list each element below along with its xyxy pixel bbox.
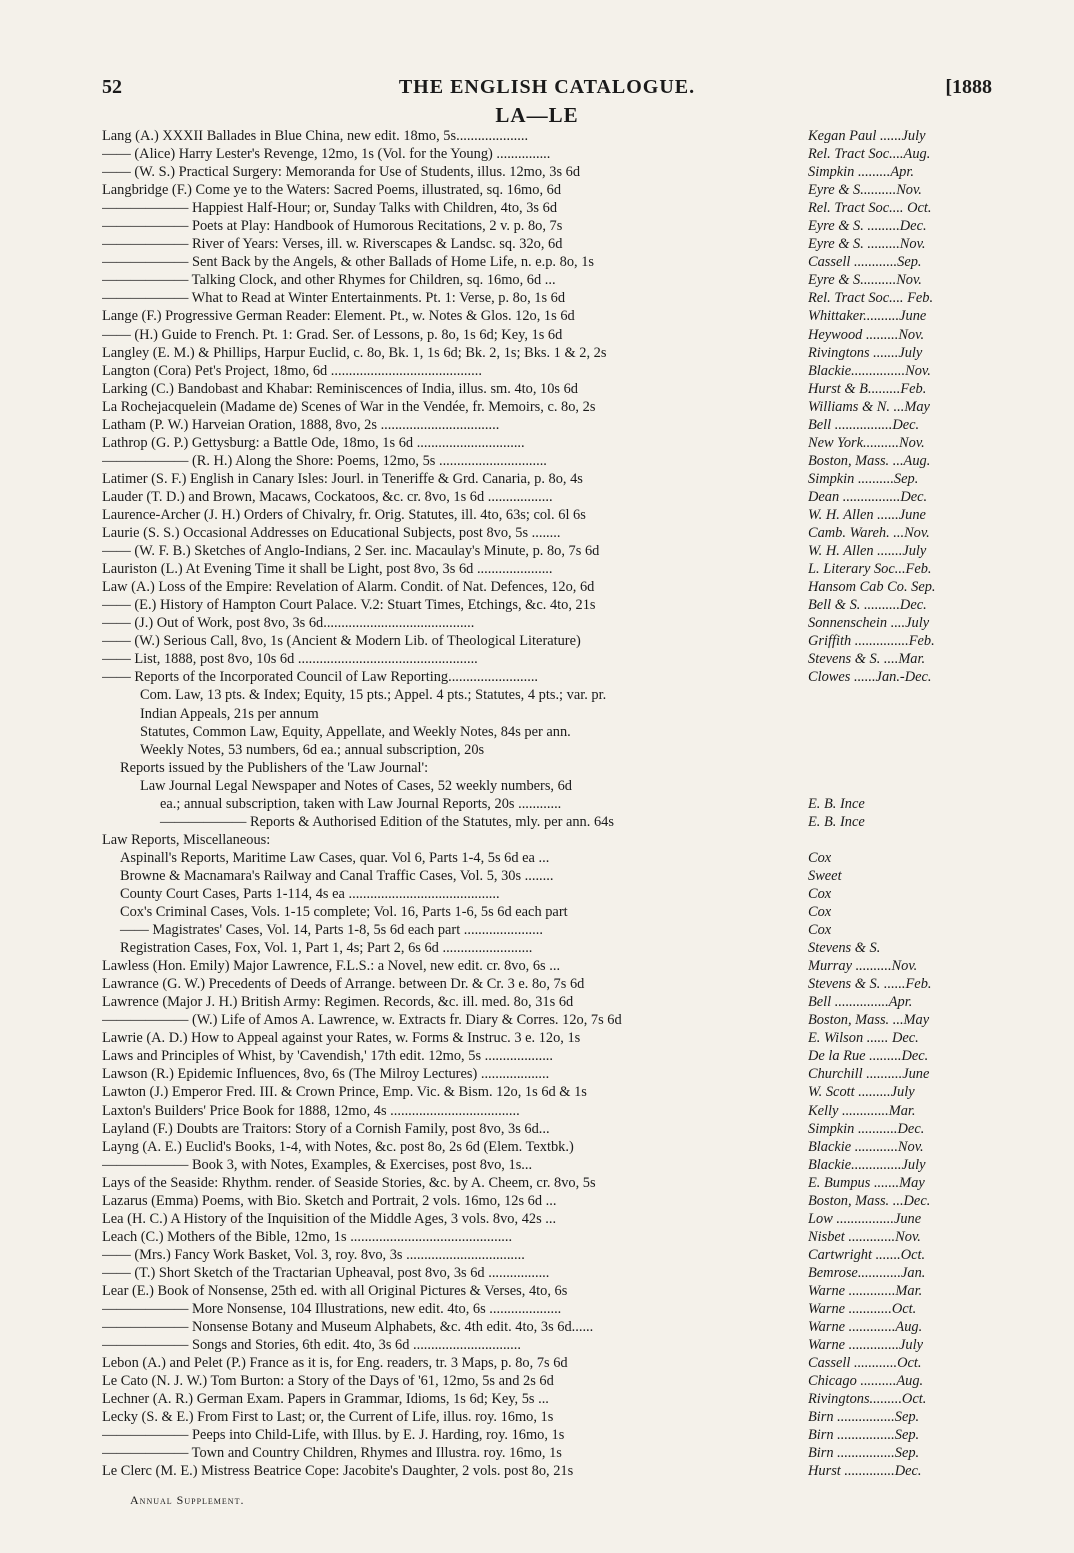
section-heading: LA—LE	[495, 103, 579, 127]
entry-title: La Rochejacquelein (Madame de) Scenes of War in the Vendée, fr. Memoirs, c. 8o, 2s	[102, 398, 596, 415]
entry-publisher: Eyre & S. .........Dec.	[808, 218, 927, 235]
entry-title: Lawrance (G. W.) Precedents of Deeds of Arrange. between Dr. & Cr. 3 e. 8o, 7s 6d	[102, 976, 585, 993]
catalogue-entry	[102, 885, 992, 903]
catalogue-entry	[102, 1264, 992, 1282]
entry-title: Latimer (S. F.) English in Canary Isles: Jourl. in Teneriffe & Grd. Canaria, p. 8o, 4s	[102, 470, 583, 487]
entry-publisher: Bell ...............Apr.	[808, 994, 913, 1011]
entry-title: —————— Songs and Stories, 6th edit. 4to, 3s 6d ..............................	[102, 1337, 521, 1354]
entry-title: Laurie (S. S.) Occasional Addresses on Educational Subjects, post 8vo, 5s ........	[102, 525, 561, 542]
catalogue-entry	[102, 578, 992, 596]
entry-publisher: Birn ................Sep.	[808, 1445, 920, 1462]
catalogue-title: THE ENGLISH CATALOGUE.	[398, 76, 696, 98]
entry-title: Lays of the Seaside: Rhythm. render. of Seaside Stories, &c. by A. Cheem, cr. 8vo, 5s	[102, 1174, 596, 1191]
entry-publisher: Eyre & S. .........Nov.	[808, 236, 926, 253]
entry-title: Latham (P. W.) Harveian Oration, 1888, 8vo, 2s .................................	[102, 416, 500, 433]
catalogue-entry	[102, 686, 992, 704]
entry-title: —— (W. S.) Practical Surgery: Memoranda for Use of Students, illus. 12mo, 3s 6d	[102, 164, 581, 181]
catalogue-entry	[102, 777, 992, 795]
entry-publisher: Williams & N. ...May	[808, 398, 930, 415]
entry-publisher: Eyre & S..........Nov.	[808, 182, 922, 199]
catalogue-entry	[102, 434, 992, 452]
entry-publisher: Bemrose............Jan.	[808, 1264, 926, 1281]
entry-title: —————— Nonsense Botany and Museum Alphabets, &c. 4th edit. 4to, 3s 6d......	[102, 1319, 594, 1336]
entry-title: Lecky (S. & E.) From First to Last; or, the Current of Life, illus. roy. 16mo, 1s	[102, 1409, 554, 1426]
entry-title: Langley (E. M.) & Phillips, Harpur Euclid, c. 8o, Bk. 1, 1s 6d; Bk. 2, 1s; Bks. 1 & 2, 2s	[102, 344, 607, 361]
entry-publisher: Bell ................Dec.	[808, 416, 920, 433]
entry-publisher: Rel. Tract Soc....Aug.	[808, 146, 931, 163]
entry-publisher: Camb. Wareh. ...Nov.	[808, 525, 930, 542]
catalogue-entry	[102, 1156, 992, 1174]
entry-title: Laxton's Builders' Price Book for 1888, 12mo, 4s ....................................	[102, 1102, 520, 1119]
entry-publisher: Simpkin ...........Dec.	[808, 1120, 925, 1137]
entry-publisher: Warne ............Oct.	[808, 1301, 917, 1318]
entry-publisher	[808, 831, 992, 849]
entry-title: —— Magistrates' Cases, Vol. 14, Parts 1-8, 5s 6d each part ......................	[120, 922, 543, 939]
entry-publisher	[808, 723, 992, 741]
catalogue-entry	[102, 1029, 992, 1047]
entry-publisher: Rel. Tract Soc.... Feb.	[808, 290, 934, 307]
entry-publisher: Sonnenschein ....July	[808, 615, 930, 632]
catalogue-entry	[102, 650, 992, 668]
catalogue-entry	[102, 289, 992, 307]
entry-title: —— (T.) Short Sketch of the Tractarian Upheaval, post 8vo, 3s 6d .................	[102, 1264, 550, 1281]
catalogue-entry	[102, 380, 992, 398]
catalogue-entry	[102, 1228, 992, 1246]
catalogue-entry	[102, 181, 992, 199]
entry-title: Layng (A. E.) Euclid's Books, 1-4, with Notes, &c. post 8o, 2s 6d (Elem. Textbk.)	[102, 1138, 574, 1155]
catalogue-year: [1888	[945, 76, 992, 98]
catalogue-entry	[102, 1318, 992, 1336]
entry-publisher: Simpkin ..........Sep.	[808, 470, 919, 487]
entry-publisher: Warne ..............July	[808, 1337, 923, 1354]
entry-title: —————— Peeps into Child-Life, with Illus. by E. J. Harding, roy. 16mo, 1s	[102, 1427, 565, 1444]
catalogue-entry	[102, 470, 992, 488]
entry-publisher: Rel. Tract Soc.... Oct.	[808, 200, 932, 217]
catalogue-entry	[102, 344, 992, 362]
catalogue-entry	[102, 1138, 992, 1156]
entry-title: —— (H.) Guide to French. Pt. 1: Grad. Ser. of Lessons, p. 8o, 1s 6d; Key, 1s 6d	[102, 326, 563, 343]
entry-publisher: Low ................June	[808, 1210, 922, 1227]
entry-publisher: Churchill ..........June	[808, 1066, 930, 1083]
entry-title: —————— (R. H.) Along the Shore: Poems, 12mo, 5s ..............................	[102, 452, 547, 469]
entry-publisher: Bell & S. ..........Dec.	[808, 597, 927, 614]
entry-publisher: Hurst ..............Dec.	[808, 1463, 922, 1480]
entry-title: Le Cato (N. J. W.) Tom Burton: a Story of the Days of '61, 12mo, 5s and 2s 6d	[102, 1373, 554, 1390]
entry-publisher: Murray ..........Nov.	[808, 958, 918, 975]
catalogue-entry	[102, 1083, 992, 1101]
entry-title: Lawrence (Major J. H.) British Army: Regimen. Records, &c. ill. med. 8o, 31s 6d	[102, 994, 574, 1011]
entry-publisher: Hansom Cab Co. Sep.	[808, 579, 936, 596]
entry-title: —— (W. F. B.) Sketches of Anglo-Indians, 2 Ser. inc. Macaulay's Minute, p. 8o, 7s 6d	[102, 543, 600, 560]
entry-publisher: Simpkin .........Apr.	[808, 164, 914, 181]
catalogue-entry	[102, 217, 992, 235]
catalogue-entry	[102, 235, 992, 253]
entry-publisher: Whittaker..........June	[808, 308, 927, 325]
catalogue-entry	[102, 1174, 992, 1192]
catalogue-entry	[102, 1444, 992, 1462]
entry-title: —— Reports of the Incorporated Council of Law Reporting.........................	[102, 669, 539, 686]
catalogue-entry	[102, 705, 992, 723]
entry-title: —————— Poets at Play: Handbook of Humorous Recitations, 2 v. p. 8o, 7s	[102, 218, 563, 235]
entry-title: Laws and Principles of Whist, by 'Cavendish,' 17th edit. 12mo, 5s ...................	[102, 1048, 553, 1065]
entry-title: —————— Reports & Authorised Edition of the Statutes, mly. per ann. 64s	[160, 813, 614, 830]
entry-publisher: L. Literary Soc...Feb.	[808, 561, 932, 578]
entry-publisher: Cassell ............Sep.	[808, 254, 922, 271]
catalogue-entry	[102, 1065, 992, 1083]
entry-publisher: Cox	[808, 849, 832, 866]
entry-publisher: Boston, Mass. ...Dec.	[808, 1192, 931, 1209]
catalogue-entry	[102, 163, 992, 181]
entry-title: Lathrop (G. P.) Gettysburg: a Battle Ode, 18mo, 1s 6d ..............................	[102, 434, 525, 451]
entry-title: —— (E.) History of Hampton Court Palace. V.2: Stuart Times, Etchings, &c. 4to, 21s	[102, 597, 596, 614]
entry-title: Layland (F.) Doubts are Traitors: Story of a Cornish Family, post 8vo, 3s 6d...	[102, 1120, 550, 1137]
entry-title: Laurence-Archer (J. H.) Orders of Chivalry, fr. Orig. Statutes, ill. 4to, 63s; col. 6l 6s	[102, 506, 586, 523]
entry-publisher: Heywood .........Nov.	[808, 326, 925, 343]
entry-title: —— List, 1888, post 8vo, 10s 6d ..................................................	[102, 651, 478, 668]
catalogue-entry	[102, 975, 992, 993]
entry-publisher: E. B. Ince	[808, 795, 865, 812]
entry-publisher: Dean ................Dec.	[808, 488, 928, 505]
entry-title: —————— River of Years: Verses, ill. w. Riverscapes & Landsc. sq. 32o, 6d	[102, 236, 563, 253]
catalogue-entry	[102, 813, 992, 831]
entry-title: —————— What to Read at Winter Entertainments. Pt. 1: Verse, p. 8o, 1s 6d	[102, 290, 566, 307]
catalogue-entry	[102, 614, 992, 632]
entry-title: Lauder (T. D.) and Brown, Macaws, Cockatoos, &c. cr. 8vo, 1s 6d ..................	[102, 488, 553, 505]
catalogue-entry	[102, 1120, 992, 1138]
entry-publisher: Blackie ............Nov.	[808, 1138, 924, 1155]
page-footer: Annual Supplement.	[130, 1493, 245, 1507]
entry-title: —————— (W.) Life of Amos A. Lawrence, w. Extracts fr. Diary & Corres. 12o, 7s 6d	[102, 1012, 622, 1029]
page-number: 52	[102, 76, 122, 98]
entry-publisher	[808, 705, 992, 723]
entry-title: Browne & Macnamara's Railway and Canal Traffic Cases, Vol. 5, 30s ........	[120, 867, 554, 884]
catalogue-entry	[102, 1102, 992, 1120]
entry-publisher: New York..........Nov.	[808, 434, 925, 451]
entry-publisher: Hurst & B.........Feb.	[808, 380, 927, 397]
catalogue-entry	[102, 127, 992, 145]
catalogue-entry	[102, 398, 992, 416]
entry-publisher: Birn ................Sep.	[808, 1427, 920, 1444]
entry-publisher: Eyre & S..........Nov.	[808, 272, 922, 289]
entry-publisher: Boston, Mass. ...May	[808, 1012, 930, 1029]
entry-title: —— (J.) Out of Work, post 8vo, 3s 6d..........................................	[102, 615, 475, 632]
entry-publisher: Cox	[808, 885, 832, 902]
catalogue-entry	[102, 596, 992, 614]
entry-title: Lang (A.) XXXII Ballades in Blue China, new edit. 18mo, 5s....................	[102, 128, 529, 144]
entry-title: ea.; annual subscription, taken with Law Journal Reports, 20s ............	[160, 795, 562, 812]
entry-title: Leach (C.) Mothers of the Bible, 12mo, 1s .............................................	[102, 1228, 513, 1245]
entry-publisher: Cox	[808, 904, 832, 921]
catalogue-entry	[102, 506, 992, 524]
entry-title: —— (Alice) Harry Lester's Revenge, 12mo, 1s (Vol. for the Young) ...............	[102, 146, 551, 163]
catalogue-entry	[102, 1462, 992, 1480]
catalogue-entry	[102, 1426, 992, 1444]
entry-publisher: W. H. Allen ......June	[808, 506, 926, 523]
catalogue-entry	[102, 488, 992, 506]
catalogue-entry	[102, 1011, 992, 1029]
catalogue-entry	[102, 957, 992, 975]
entry-title: —————— More Nonsense, 104 Illustrations, new edit. 4to, 6s ....................	[102, 1301, 562, 1318]
catalogue-entry	[102, 867, 992, 885]
catalogue-entry	[102, 723, 992, 741]
catalogue-entry	[102, 253, 992, 271]
entry-title: Lawton (J.) Emperor Fred. III. & Crown Prince, Emp. Vic. & Bism. 12o, 1s 6d & 1s	[102, 1084, 587, 1101]
entry-publisher: Clowes ......Jan.-Dec.	[808, 669, 932, 686]
entry-title: Lawson (R.) Epidemic Influences, 8vo, 6s (The Milroy Lectures) ...................	[102, 1066, 550, 1083]
entry-publisher: E. B. Ince	[808, 813, 865, 830]
catalogue-entry	[102, 668, 992, 686]
entry-title: Law Journal Legal Newspaper and Notes of Cases, 52 weekly numbers, 6d	[140, 777, 573, 794]
entry-title: Reports issued by the Publishers of the 'Law Journal':	[120, 759, 429, 776]
catalogue-entry	[102, 271, 992, 289]
entry-title: Indian Appeals, 21s per annum	[140, 705, 319, 722]
entry-publisher: Boston, Mass. ...Aug.	[808, 452, 931, 469]
catalogue-entry	[102, 831, 992, 849]
catalogue-entry	[102, 1354, 992, 1372]
entry-publisher: Blackie...............Nov.	[808, 362, 931, 379]
catalogue-entry	[102, 1408, 992, 1426]
entry-title: Com. Law, 13 pts. & Index; Equity, 15 pts.; Appel. 4 pts.; Statutes, 4 pts.; var. pr.	[140, 687, 607, 704]
entry-publisher: Stevens & S.	[808, 940, 881, 957]
entry-title: Registration Cases, Fox, Vol. 1, Part 1, 4s; Part 2, 6s 6d .........................	[120, 940, 533, 957]
catalogue-entry	[102, 1390, 992, 1408]
catalogue-entry	[102, 452, 992, 470]
catalogue-entry	[102, 1210, 992, 1228]
catalogue-entry	[102, 1282, 992, 1300]
entry-publisher: Chicago ..........Aug.	[808, 1373, 924, 1390]
entry-title: Lebon (A.) and Pelet (P.) France as it is, for Eng. readers, tr. 3 Maps, p. 8o, 7s 6d	[102, 1355, 568, 1372]
entry-title: Larking (C.) Bandobast and Khabar: Reminiscences of India, illus. sm. 4to, 10s 6d	[102, 380, 579, 397]
catalogue-entry	[102, 1192, 992, 1210]
catalogue-entry	[102, 1047, 992, 1065]
entry-title: Lawrie (A. D.) How to Appeal against your Rates, w. Forms & Instruc. 3 e. 12o, 1s	[102, 1030, 581, 1047]
entry-title: Lauriston (L.) At Evening Time it shall be Light, post 8vo, 3s 6d .....................	[102, 561, 553, 578]
catalogue-entry	[102, 416, 992, 434]
entry-title: —— (Mrs.) Fancy Work Basket, Vol. 3, roy. 8vo, 3s .................................	[102, 1246, 525, 1263]
catalogue-entry	[102, 921, 992, 939]
entry-publisher: Birn ................Sep.	[808, 1409, 920, 1426]
catalogue-entry	[102, 1336, 992, 1354]
entry-publisher: Stevens & S. ......Feb.	[808, 976, 932, 993]
entry-title: Lawless (Hon. Emily) Major Lawrence, F.L.S.: a Novel, new edit. cr. 8vo, 6s ...	[102, 958, 561, 975]
entry-publisher: Cox	[808, 922, 832, 939]
page-header	[102, 76, 992, 104]
entry-publisher: Rivingtons .......July	[808, 344, 923, 361]
entry-publisher: W. Scott .........July	[808, 1084, 915, 1101]
catalogue-entry	[102, 795, 992, 813]
entry-title: Le Clerc (M. E.) Mistress Beatrice Cope: Jacobite's Daughter, 2 vols. post 8o, 21s	[102, 1463, 574, 1480]
catalogue-entry	[102, 145, 992, 163]
entry-publisher: Griffith ...............Feb.	[808, 633, 935, 650]
entry-title: Langbridge (F.) Come ye to the Waters: Sacred Poems, illustrated, sq. 16mo, 6d	[102, 182, 562, 199]
catalogue-entry	[102, 199, 992, 217]
entry-title: Lange (F.) Progressive German Reader: Element. Pt., w. Notes & Glos. 12o, 1s 6d	[102, 308, 575, 325]
catalogue-entry	[102, 362, 992, 380]
entry-title: —————— Town and Country Children, Rhymes and Illustra. roy. 16mo, 1s	[102, 1445, 562, 1462]
entry-publisher: Cartwright .......Oct.	[808, 1246, 926, 1263]
catalogue-entry	[102, 939, 992, 957]
catalogue-entries	[102, 127, 992, 1481]
entry-title: —————— Sent Back by the Angels, & other Ballads of Home Life, n. e.p. 8o, 1s	[102, 254, 595, 271]
catalogue-entry	[102, 307, 992, 325]
catalogue-entry	[102, 326, 992, 344]
catalogue-entry	[102, 849, 992, 867]
entry-publisher: E. Wilson ...... Dec.	[808, 1030, 919, 1047]
entry-title: Lea (H. C.) A History of the Inquisition of the Middle Ages, 3 vols. 8vo, 42s ...	[102, 1210, 557, 1227]
entry-title: Weekly Notes, 53 numbers, 6d ea.; annual subscription, 20s	[140, 741, 485, 758]
entry-title: —————— Talking Clock, and other Rhymes for Children, sq. 16mo, 6d ...	[102, 272, 556, 289]
entry-title: Statutes, Common Law, Equity, Appellate, and Weekly Notes, 84s per ann.	[140, 723, 571, 740]
entry-publisher: Stevens & S. ....Mar.	[808, 651, 926, 668]
entry-title: Lear (E.) Book of Nonsense, 25th ed. with all Original Pictures & Verses, 4to, 6s	[102, 1283, 568, 1299]
entry-publisher: Warne .............Aug.	[808, 1319, 923, 1336]
entry-title: Aspinall's Reports, Maritime Law Cases, quar. Vol 6, Parts 1-4, 5s 6d ea ...	[120, 849, 550, 866]
entry-publisher: Rivingtons.........Oct.	[808, 1391, 927, 1408]
entry-publisher: Nisbet .............Nov.	[808, 1228, 921, 1245]
entry-title: Lechner (A. R.) German Exam. Papers in Grammar, Idioms, 1s 6d; Key, 5s ...	[102, 1391, 549, 1408]
catalogue-entry	[102, 524, 992, 542]
catalogue-entry	[102, 993, 992, 1011]
entry-publisher: Sweet	[808, 867, 842, 884]
entry-title: Langton (Cora) Pet's Project, 18mo, 6d ..........................................	[102, 362, 482, 379]
catalogue-entry	[102, 1246, 992, 1264]
entry-title: Lazarus (Emma) Poems, with Bio. Sketch and Portrait, 2 vols. 16mo, 12s 6d ...	[102, 1192, 557, 1209]
catalogue-entry	[102, 1300, 992, 1318]
entry-publisher: Kelly .............Mar.	[808, 1102, 916, 1119]
catalogue-entry	[102, 741, 992, 759]
entry-title: Cox's Criminal Cases, Vols. 1-15 complete; Vol. 16, Parts 1-6, 5s 6d each part	[120, 904, 568, 921]
entry-title: —— (W.) Serious Call, 8vo, 1s (Ancient & Modern Lib. of Theological Literature)	[102, 633, 581, 650]
entry-publisher	[808, 741, 992, 759]
entry-title: Law Reports, Miscellaneous:	[102, 831, 271, 848]
entry-publisher: E. Bumpus .......May	[808, 1174, 925, 1191]
entry-title: —————— Book 3, with Notes, Examples, & Exercises, post 8vo, 1s...	[102, 1156, 533, 1173]
catalogue-entry	[102, 759, 992, 777]
catalogue-entry	[102, 903, 992, 921]
entry-publisher: Kegan Paul ......July	[808, 128, 926, 144]
catalogue-entry	[102, 560, 992, 578]
entry-title: Law (A.) Loss of the Empire: Revelation of Alarm. Condit. of Nat. Defences, 12o, 6d	[102, 579, 595, 596]
entry-publisher	[808, 686, 992, 704]
entry-publisher: Cassell ............Oct.	[808, 1355, 922, 1372]
catalogue-entry	[102, 632, 992, 650]
entry-title: —————— Happiest Half-Hour; or, Sunday Talks with Children, 4to, 3s 6d	[102, 200, 558, 217]
catalogue-entry	[102, 542, 992, 560]
entry-publisher	[808, 759, 992, 777]
entry-publisher	[808, 777, 992, 795]
entry-title: County Court Cases, Parts 1-114, 4s ea ..........................................	[120, 885, 500, 902]
catalogue-entry	[102, 1372, 992, 1390]
entry-publisher: W. H. Allen .......July	[808, 543, 927, 560]
entry-publisher: De la Rue .........Dec.	[808, 1048, 929, 1065]
entry-publisher: Warne .............Mar.	[808, 1283, 923, 1299]
entry-publisher: Blackie..............July	[808, 1156, 926, 1173]
